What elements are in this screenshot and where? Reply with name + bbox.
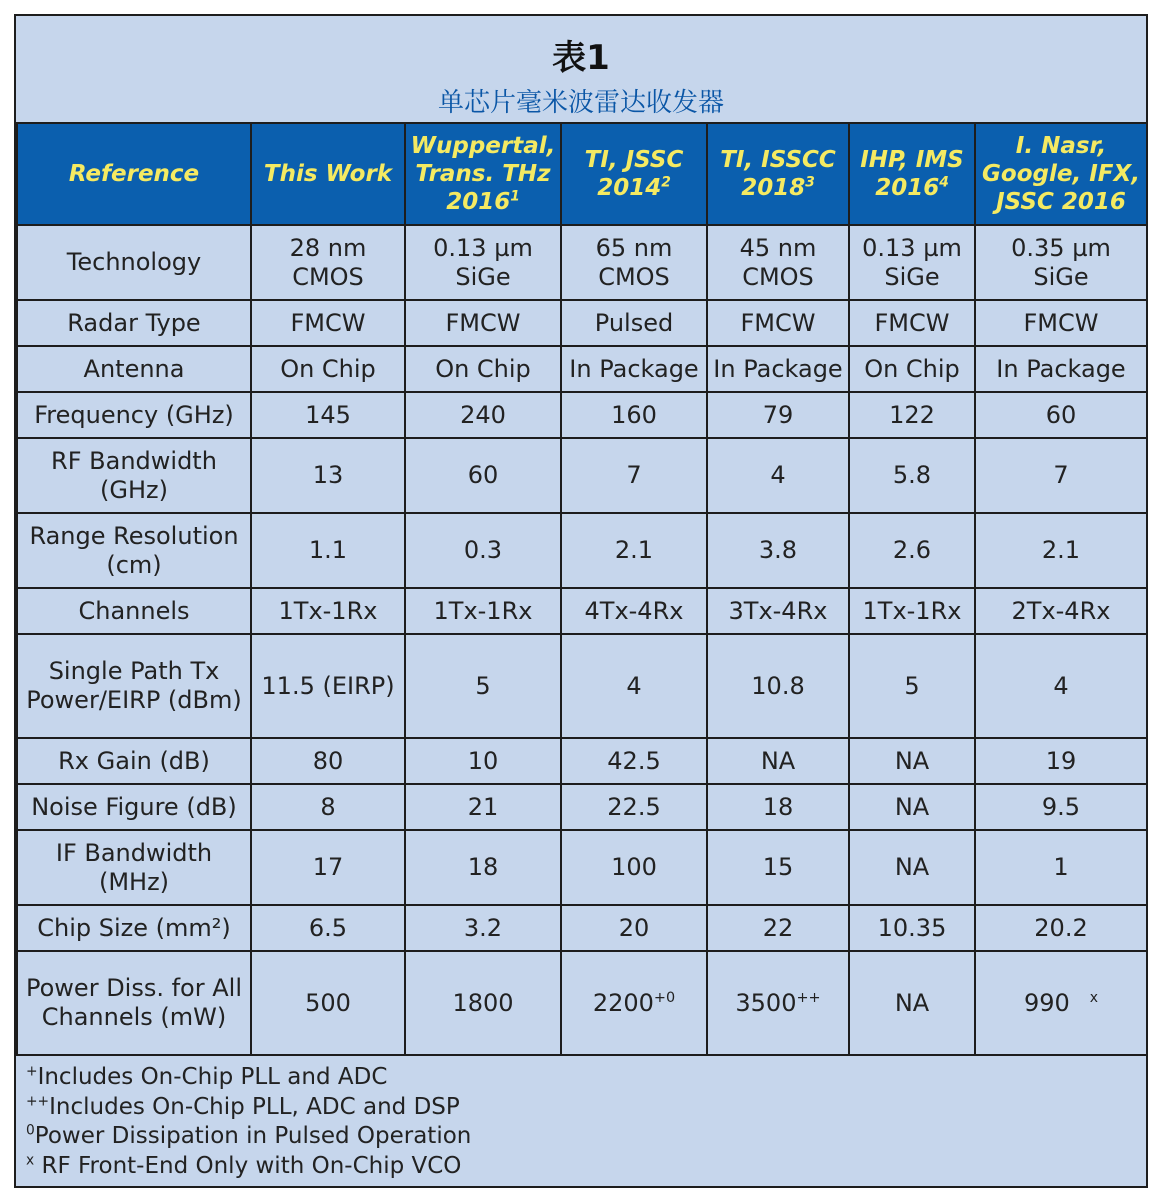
footnote: $^0$Power Dissipation in Pulsed Operation [26,1122,472,1149]
table-cell: 18 [405,830,561,905]
table-row [17,951,1147,1055]
table-cell: 240 [405,392,561,438]
table-cell: 7 [561,438,707,513]
table-cell: 990 $^x$ [975,951,1147,1055]
table-cell: 3500++ [707,951,849,1055]
table-cell: FMCW [405,300,561,346]
table-cell: 20.2 [975,905,1147,951]
table-cell: 60 [405,438,561,513]
table-cell: 20 [561,905,707,951]
spec-table [16,122,1148,1056]
table-cell: 0.13 µm SiGe [849,225,975,300]
header-cell: Reference [17,123,251,225]
footnote: ++Includes On-Chip PLL, ADC and DSP [26,1092,460,1120]
table-cell: 60 [975,392,1147,438]
table-row [17,588,1147,634]
table-cell: $2200^{+0}$ [561,951,707,1055]
table-cell: 1800 [405,951,561,1055]
header-cell: TI, ISSCC 2018$^3$ [707,123,849,225]
header-row [17,123,1147,225]
row-label: Channels [17,588,251,634]
row-label: Single Path Tx Power/EIRP (dBm) [17,634,251,738]
table-cell: NA [849,738,975,784]
table-cell: 22 [707,905,849,951]
table-cell: NA [849,951,975,1055]
table-cell: 0.35 µm SiGe [975,225,1147,300]
header-cell: IHP, IMS 2016$^4$ [849,123,975,225]
table-cell: 4Tx-4Rx [561,588,707,634]
table-cell: 2.1 [975,513,1147,588]
table-cell: 4 [561,634,707,738]
table-cell: 2.1 [561,513,707,588]
table-cell: On Chip [251,346,405,392]
table-cell: On Chip [849,346,975,392]
table-cell: In Package [975,346,1147,392]
footnote: +Includes On-Chip PLL and ADC [26,1063,388,1090]
table-cell: 3.2 [405,905,561,951]
table-cell: 100 [561,830,707,905]
table-cell: 4 [975,634,1147,738]
table-cell: 3Tx-4Rx [707,588,849,634]
table-cell: 2Tx-4Rx [975,588,1147,634]
table-cell: 8 [251,784,405,830]
row-label: RF Bandwidth (GHz) [17,438,251,513]
table-cell: Pulsed [561,300,707,346]
table-cell: NA [849,830,975,905]
row-label: Noise Figure (dB) [17,784,251,830]
table-cell: 122 [849,392,975,438]
table-row [17,438,1147,513]
table-cell: 22.5 [561,784,707,830]
table-cell: 6.5 [251,905,405,951]
table-cell: 10.35 [849,905,975,951]
table-cell: 28 nm CMOS [251,225,405,300]
title-block [16,16,1146,122]
table-subtitle: 单芯片毫米波雷达收发器 [437,88,724,118]
table-cell: FMCW [251,300,405,346]
table-cell: 1.1 [251,513,405,588]
table-row [17,905,1147,951]
row-label: IF Bandwidth (MHz) [17,830,251,905]
table-cell: 0.13 µm SiGe [405,225,561,300]
table-cell: 17 [251,830,405,905]
table-cell: 160 [561,392,707,438]
table-cell: 18 [707,784,849,830]
table-cell: 1Tx-1Rx [405,588,561,634]
row-label: Power Diss. for All Channels (mW) [17,951,251,1055]
header-cell: I. Nasr, Google, IFX, JSSC 2016 [975,123,1147,225]
table-cell: 79 [707,392,849,438]
table-cell: In Package [707,346,849,392]
table-title: 表1 [552,38,610,78]
table-cell: 13 [251,438,405,513]
table-cell: 3.8 [707,513,849,588]
row-label: Chip Size (mm²) [17,905,251,951]
table-cell: 15 [707,830,849,905]
table-cell: NA [707,738,849,784]
table-row [17,830,1147,905]
table-cell: 500 [251,951,405,1055]
table-cell: 7 [975,438,1147,513]
row-label: Technology [17,225,251,300]
table-cell: In Package [561,346,707,392]
row-label: Radar Type [17,300,251,346]
table-cell: 1Tx-1Rx [251,588,405,634]
table-cell: On Chip [405,346,561,392]
table-cell: NA [849,784,975,830]
table-row [17,392,1147,438]
row-label: Antenna [17,346,251,392]
row-label: Frequency (GHz) [17,392,251,438]
table-cell: FMCW [707,300,849,346]
table-row [17,300,1147,346]
table-row [17,634,1147,738]
header-cell: This Work [251,123,405,225]
table-cell: 45 nm CMOS [707,225,849,300]
table-row [17,513,1147,588]
table-row [17,346,1147,392]
table-cell: 5.8 [849,438,975,513]
table-cell: 5 [849,634,975,738]
table-cell: FMCW [849,300,975,346]
table-cell: 5 [405,634,561,738]
table-cell: 0.3 [405,513,561,588]
table-cell: 1Tx-1Rx [849,588,975,634]
table-cell: 11.5 (EIRP) [251,634,405,738]
table-cell: 10.8 [707,634,849,738]
table-cell: 65 nm CMOS [561,225,707,300]
table-row [17,784,1147,830]
header-cell: Wuppertal, Trans. THz 2016$^1$ [405,123,561,225]
footnote: $^x$ RF Front-End Only with On-Chip VCO [26,1151,462,1179]
table-cell: 1 [975,830,1147,905]
table-frame [14,14,1148,1188]
table-row [17,738,1147,784]
table-cell: 19 [975,738,1147,784]
table-row [17,225,1147,300]
table-cell: 9.5 [975,784,1147,830]
table-cell: 4 [707,438,849,513]
table-cell: 42.5 [561,738,707,784]
header-cell: TI, JSSC 2014$^2$ [561,123,707,225]
table-cell: 2.6 [849,513,975,588]
table-cell: 21 [405,784,561,830]
table-cell: 145 [251,392,405,438]
footnotes [26,1063,471,1181]
table-cell: FMCW [975,300,1147,346]
table-cell: 80 [251,738,405,784]
row-label: Range Resolution (cm) [17,513,251,588]
row-label: Rx Gain (dB) [17,738,251,784]
table-cell: 10 [405,738,561,784]
